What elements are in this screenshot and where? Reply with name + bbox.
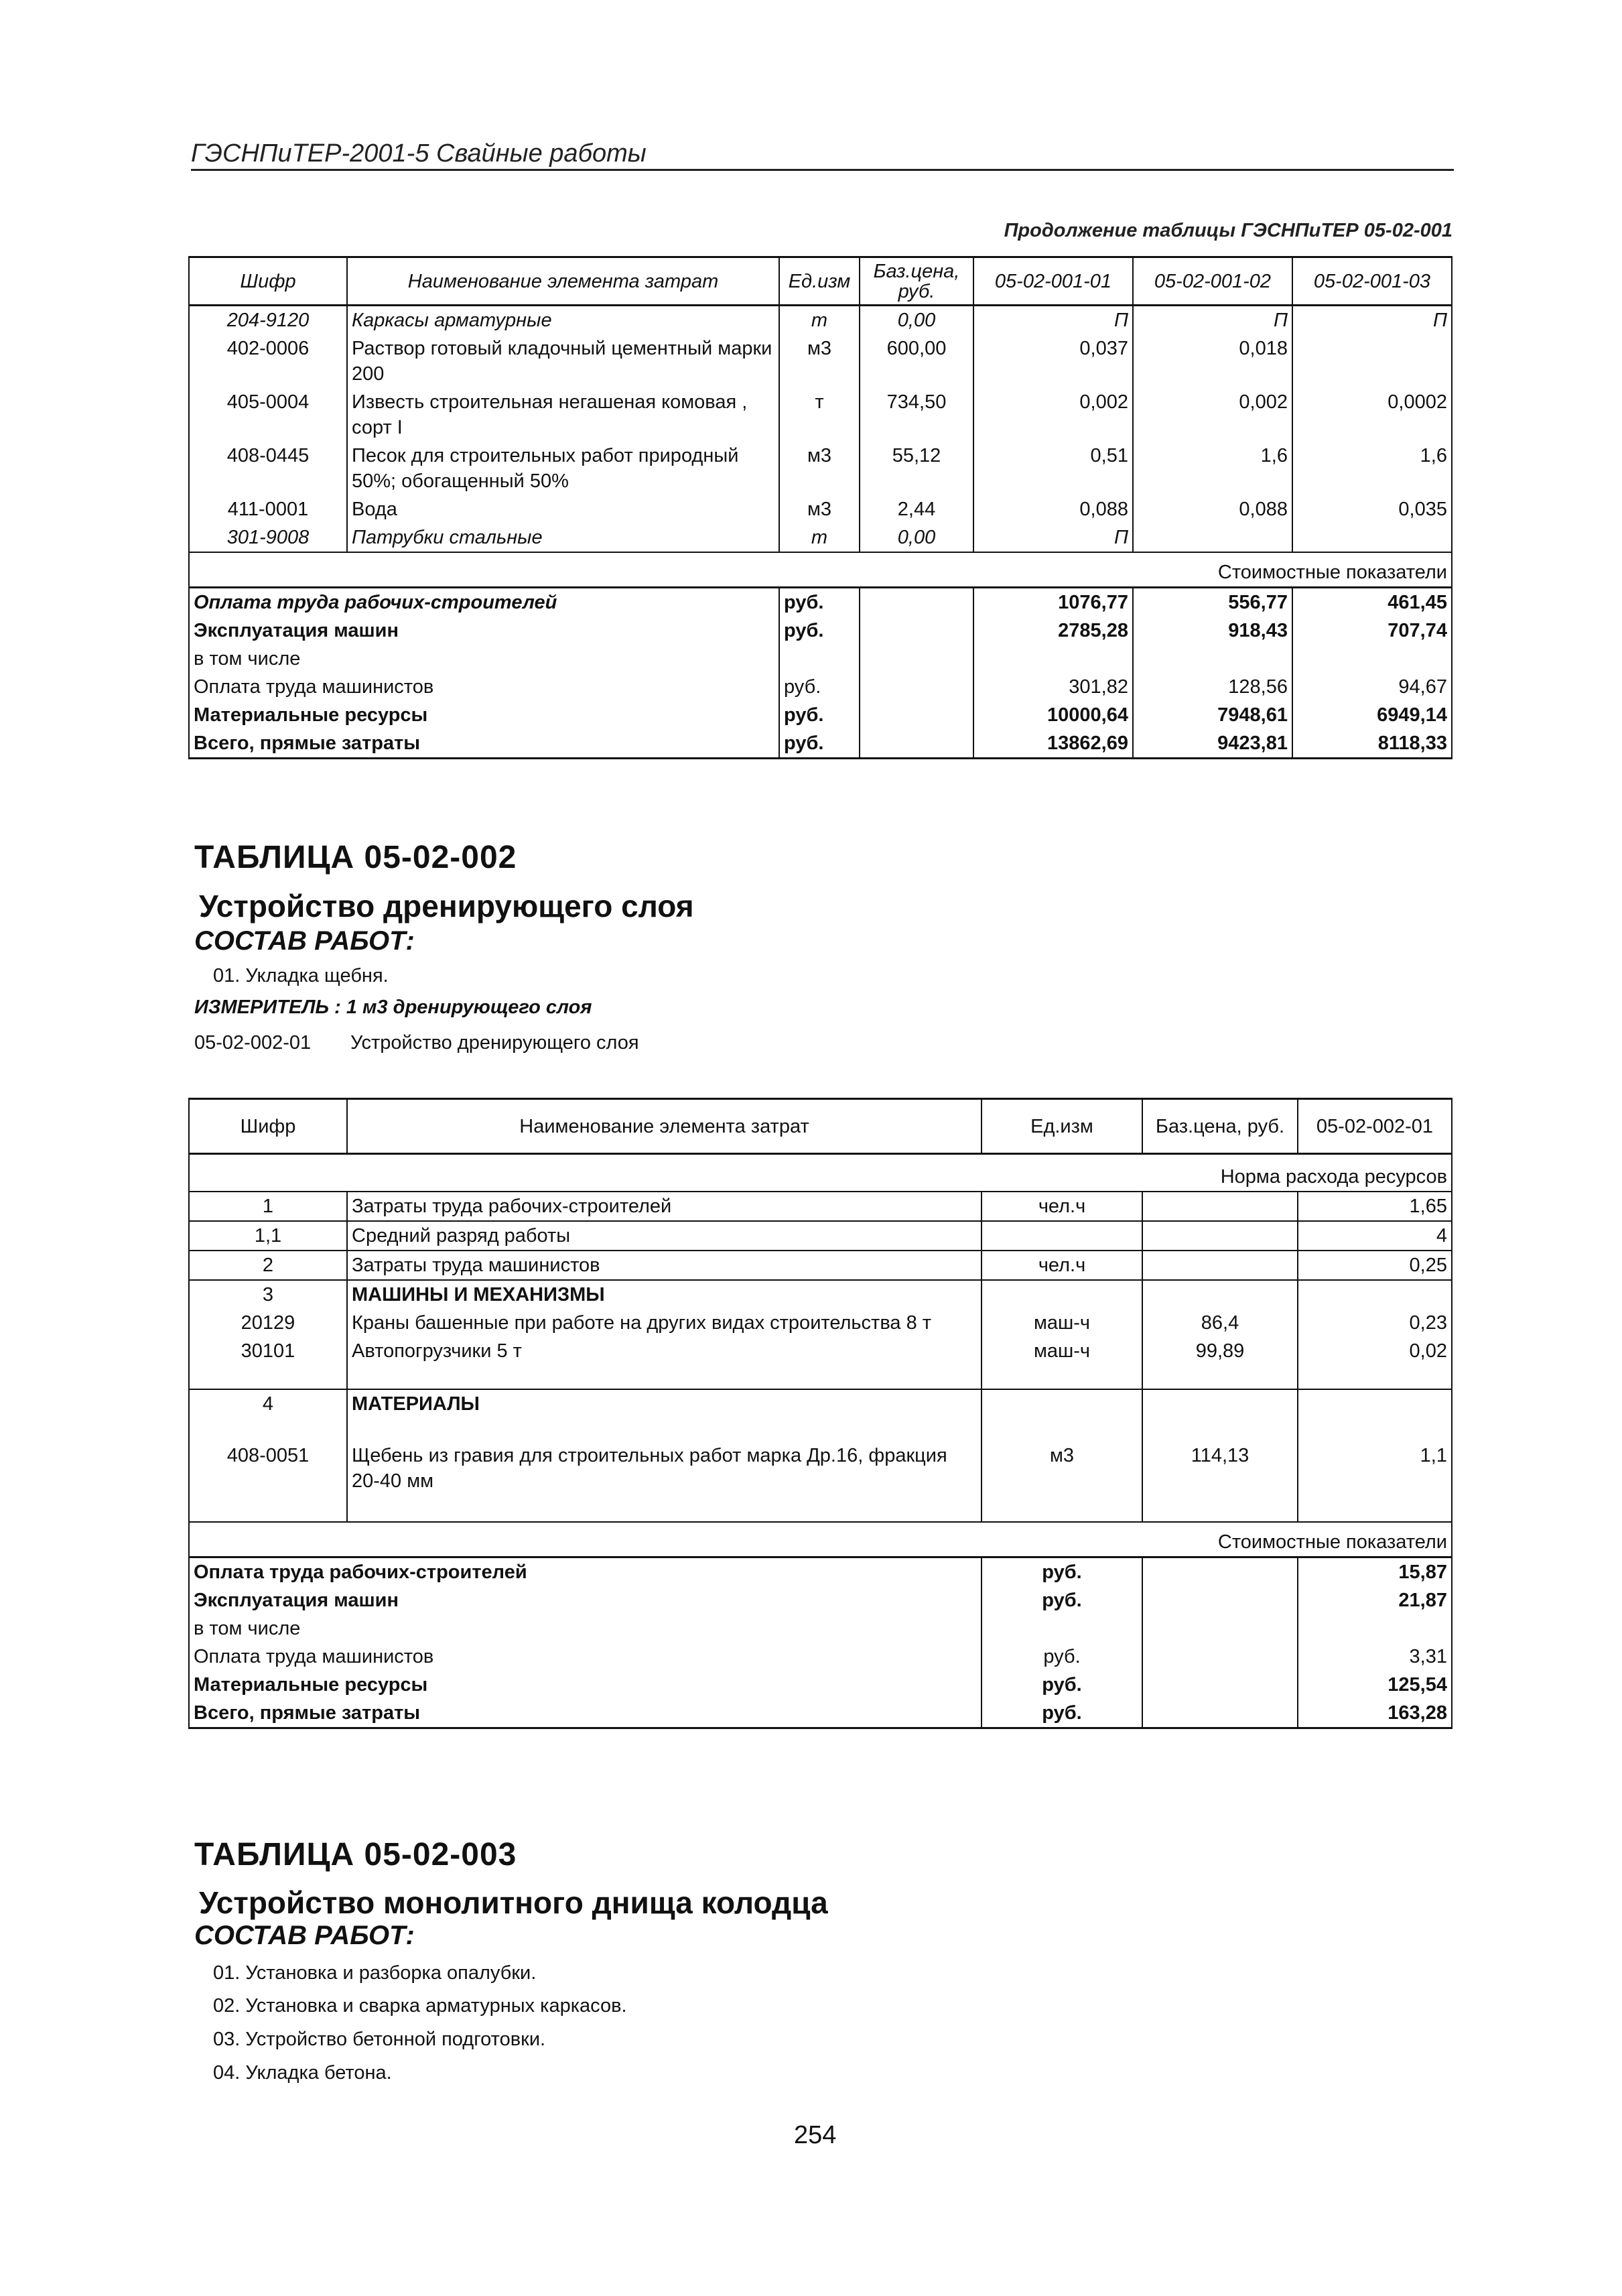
row-v1: 0,088 [973, 495, 1133, 523]
row-price: 114,13 [1142, 1442, 1298, 1522]
row-v2: 1,6 [1133, 442, 1292, 495]
table3-heading: ТАБЛИЦА 05-02-003 [194, 1837, 517, 1872]
row-code: 402-0006 [189, 334, 347, 388]
row-value: 0,25 [1298, 1251, 1452, 1280]
cost-name: Эксплуатация машин [189, 617, 779, 645]
table1-col-name: Наименование элемента затрат [347, 257, 779, 306]
row-v2 [1133, 523, 1292, 552]
cost-row [189, 673, 1452, 701]
cost-v2: 9423,81 [1133, 729, 1292, 759]
row-name: Затраты труда рабочих-строителей [347, 1192, 982, 1221]
table2-subtitle: Устройство дренирующего слоя [199, 889, 694, 923]
table1-col-price: Баз.цена, руб. [860, 257, 973, 306]
cost-name: Оплата труда рабочих-строителей [189, 1557, 982, 1587]
row-unit: т [779, 388, 860, 442]
cost-row [189, 645, 1452, 673]
row-v2: 0,018 [1133, 334, 1292, 388]
cost-name: Оплата труда машинистов [189, 673, 779, 701]
row-v3 [1292, 334, 1452, 388]
table1 [188, 256, 1452, 759]
row-v1: 0,51 [973, 442, 1133, 495]
row-code: 408-0051 [189, 1442, 347, 1522]
table-row [189, 523, 1452, 552]
cost-price [1142, 1614, 1298, 1643]
table2-code-line-code: 05-02-002-01 [194, 1032, 312, 1054]
section-label: Стоимостные показатели [189, 552, 1452, 588]
cost-name: Материальные ресурсы [189, 701, 779, 729]
work-item: 01. Укладка щебня. [213, 965, 389, 986]
cost-v1: 2785,28 [973, 617, 1133, 645]
table-row [189, 1221, 1452, 1251]
header-rule [191, 169, 1454, 171]
cost-price [1142, 1586, 1298, 1614]
row-unit: м3 [779, 495, 860, 523]
work-item: 03. Устройство бетонной подготовки. [213, 2029, 546, 2050]
cost-price [1142, 1557, 1298, 1587]
table2-code-line-name: Устройство дренирующего слоя [350, 1032, 639, 1054]
table-row [189, 1251, 1452, 1280]
cost-row [189, 1557, 1452, 1587]
table-row [189, 1389, 1452, 1442]
cost-unit [779, 645, 860, 673]
row-price [1142, 1192, 1298, 1221]
cost-price [860, 673, 973, 701]
page-number: 254 [794, 2121, 837, 2149]
row-unit: маш-ч [982, 1309, 1142, 1337]
cost-row [189, 1614, 1452, 1643]
table2-sostav: СОСТАВ РАБОТ: [194, 926, 415, 956]
cost-price [1142, 1643, 1298, 1671]
cost-v2: 7948,61 [1133, 701, 1292, 729]
cost-v3: 461,45 [1292, 588, 1452, 617]
row-value: 0,02 [1298, 1337, 1452, 1389]
cost-row [189, 588, 1452, 617]
cost-unit: руб. [982, 1671, 1142, 1699]
row-code: 3 [189, 1280, 347, 1309]
row-value: 1,65 [1298, 1192, 1452, 1221]
cost-unit: руб. [982, 1586, 1142, 1614]
row-code: 4 [189, 1389, 347, 1442]
row-name: Вода [347, 495, 779, 523]
table2-measurer: ИЗМЕРИТЕЛЬ : 1 м3 дренирующего слоя [194, 997, 592, 1018]
cost-v2: 128,56 [1133, 673, 1292, 701]
table2-header-row [189, 1099, 1452, 1154]
row-value: 4 [1298, 1221, 1452, 1251]
table-row [189, 306, 1452, 335]
cost-unit: руб. [982, 1557, 1142, 1587]
table1-header-row [189, 257, 1452, 306]
table2-col-price: Баз.цена, руб. [1142, 1099, 1298, 1154]
norm-label: Норма расхода ресурсов [189, 1154, 1452, 1192]
row-name: Каркасы арматурные [347, 306, 779, 335]
cost-name: Оплата труда рабочих-строителей [189, 588, 779, 617]
row-code: 1,1 [189, 1221, 347, 1251]
cost-name: в том числе [189, 1614, 982, 1643]
row-price: 0,00 [860, 306, 973, 335]
cost-v3: 6949,14 [1292, 701, 1452, 729]
row-unit: м3 [779, 334, 860, 388]
row-code: 204-9120 [189, 306, 347, 335]
row-price: 600,00 [860, 334, 973, 388]
cost-row [189, 701, 1452, 729]
cost-v3 [1292, 645, 1452, 673]
cost-name: Всего, прямые затраты [189, 1699, 982, 1728]
row-code: 411-0001 [189, 495, 347, 523]
cost-value [1298, 1614, 1452, 1643]
section-label-row [189, 552, 1452, 588]
cost-unit [982, 1614, 1142, 1643]
table2 [188, 1098, 1452, 1729]
table3-subtitle: Устройство монолитного днища колодца [199, 1885, 828, 1920]
row-unit: маш-ч [982, 1337, 1142, 1389]
section-label: Стоимостные показатели [189, 1522, 1452, 1557]
cost-row [189, 617, 1452, 645]
row-unit [982, 1221, 1142, 1251]
row-code: 408-0445 [189, 442, 347, 495]
row-v1: П [973, 523, 1133, 552]
row-code: 1 [189, 1192, 347, 1221]
table1-col-code: Шифр [189, 257, 347, 306]
row-code: 405-0004 [189, 388, 347, 442]
row-price: 86,4 [1142, 1309, 1298, 1337]
cost-value: 125,54 [1298, 1671, 1452, 1699]
table-row [189, 442, 1452, 495]
work-item: 04. Укладка бетона. [213, 2062, 392, 2084]
cost-name: Оплата труда машинистов [189, 1643, 982, 1671]
row-unit [982, 1389, 1142, 1442]
cost-unit: руб. [779, 673, 860, 701]
row-v2: П [1133, 306, 1292, 335]
table2-col-value: 05-02-002-01 [1298, 1099, 1452, 1154]
table-row [189, 388, 1452, 442]
row-name: МАШИНЫ И МЕХАНИЗМЫ [347, 1280, 982, 1309]
cost-row [189, 1586, 1452, 1614]
table1-col-v3: 05-02-001-03 [1292, 257, 1452, 306]
row-unit: чел.ч [982, 1251, 1142, 1280]
cost-price [860, 729, 973, 759]
row-value: 0,23 [1298, 1309, 1452, 1337]
row-price: 0,00 [860, 523, 973, 552]
row-v3 [1292, 523, 1452, 552]
row-unit: т [779, 523, 860, 552]
table2-col-name: Наименование элемента затрат [347, 1099, 982, 1154]
row-price: 2,44 [860, 495, 973, 523]
cost-price [1142, 1671, 1298, 1699]
cost-v2 [1133, 645, 1292, 673]
cost-price [860, 701, 973, 729]
cost-v1: 1076,77 [973, 588, 1133, 617]
cost-price [860, 617, 973, 645]
row-name: Известь строительная негашеная комовая , сорт I [347, 388, 779, 442]
cost-name: Всего, прямые затраты [189, 729, 779, 759]
cost-row [189, 1671, 1452, 1699]
row-v3: 1,6 [1292, 442, 1452, 495]
row-name: Песок для строительных работ природный 50%; обогащенный 50% [347, 442, 779, 495]
table-row [189, 1442, 1452, 1522]
cost-v1 [973, 645, 1133, 673]
work-item: 02. Установка и сварка арматурных каркасов. [213, 1995, 627, 2017]
row-name: Автопогрузчики 5 т [347, 1337, 982, 1389]
table1-caption: Продолжение таблицы ГЭСНПиТЕР 05-02-001 [1004, 220, 1452, 241]
table-row [189, 334, 1452, 388]
row-unit [982, 1280, 1142, 1309]
row-name: Раствор готовый кладочный цементный марки 200 [347, 334, 779, 388]
row-unit: м3 [982, 1442, 1142, 1522]
table1-col-v1: 05-02-001-01 [973, 257, 1133, 306]
cost-unit: руб. [779, 729, 860, 759]
cost-value: 15,87 [1298, 1557, 1452, 1587]
cost-row [189, 1643, 1452, 1671]
row-code: 30101 [189, 1337, 347, 1389]
row-name: Патрубки стальные [347, 523, 779, 552]
table-row [189, 1337, 1452, 1389]
running-header: ГЭСНПиТЕР-2001-5 Свайные работы [191, 139, 647, 168]
cost-v3: 94,67 [1292, 673, 1452, 701]
section-label-row [189, 1522, 1452, 1557]
row-unit: чел.ч [982, 1192, 1142, 1221]
cost-v3: 707,74 [1292, 617, 1452, 645]
cost-name: Эксплуатация машин [189, 1586, 982, 1614]
cost-unit: руб. [779, 588, 860, 617]
row-name: Затраты труда машинистов [347, 1251, 982, 1280]
cost-v2: 556,77 [1133, 588, 1292, 617]
row-value [1298, 1280, 1452, 1309]
row-unit: м3 [779, 442, 860, 495]
row-price [1142, 1221, 1298, 1251]
row-price [1142, 1251, 1298, 1280]
table2-heading: ТАБЛИЦА 05-02-002 [194, 840, 517, 875]
work-item: 01. Установка и разборка опалубки. [213, 1962, 537, 1984]
row-code: 2 [189, 1251, 347, 1280]
row-price [1142, 1389, 1298, 1442]
row-name: Средний разряд работы [347, 1221, 982, 1251]
row-v1: 0,002 [973, 388, 1133, 442]
row-unit: т [779, 306, 860, 335]
row-price: 734,50 [860, 388, 973, 442]
row-v2: 0,002 [1133, 388, 1292, 442]
row-name: Краны башенные при работе на других видах строительства 8 т [347, 1309, 982, 1337]
row-v3: 0,035 [1292, 495, 1452, 523]
cost-row [189, 1699, 1452, 1728]
row-name: МАТЕРИАЛЫ [347, 1389, 982, 1442]
cost-value: 163,28 [1298, 1699, 1452, 1728]
cost-unit: руб. [982, 1643, 1142, 1671]
cost-name: в том числе [189, 645, 779, 673]
row-v3: П [1292, 306, 1452, 335]
table-row [189, 1192, 1452, 1221]
row-value: 1,1 [1298, 1442, 1452, 1522]
cost-price [860, 588, 973, 617]
cost-price [860, 645, 973, 673]
cost-unit: руб. [982, 1699, 1142, 1728]
row-name: Щебень из гравия для строительных работ марка Др.16, фракция 20-40 мм [347, 1442, 982, 1522]
cost-v3: 8118,33 [1292, 729, 1452, 759]
row-price [1142, 1280, 1298, 1309]
row-code: 301-9008 [189, 523, 347, 552]
row-code: 20129 [189, 1309, 347, 1337]
cost-v2: 918,43 [1133, 617, 1292, 645]
cost-unit: руб. [779, 617, 860, 645]
table-row [189, 1309, 1452, 1337]
table1-col-v2: 05-02-001-02 [1133, 257, 1292, 306]
table3-sostav: СОСТАВ РАБОТ: [194, 1921, 415, 1950]
cost-name: Материальные ресурсы [189, 1671, 982, 1699]
norm-label-row [189, 1154, 1452, 1192]
table-row [189, 1280, 1452, 1309]
row-price: 99,89 [1142, 1337, 1298, 1389]
cost-v1: 13862,69 [973, 729, 1133, 759]
row-v1: 0,037 [973, 334, 1133, 388]
cost-price [1142, 1699, 1298, 1728]
cost-v1: 301,82 [973, 673, 1133, 701]
row-v1: П [973, 306, 1133, 335]
cost-v1: 10000,64 [973, 701, 1133, 729]
cost-unit: руб. [779, 701, 860, 729]
cost-value: 3,31 [1298, 1643, 1452, 1671]
table2-col-unit: Ед.изм [982, 1099, 1142, 1154]
table2-col-code: Шифр [189, 1099, 347, 1154]
cost-row [189, 729, 1452, 759]
row-price: 55,12 [860, 442, 973, 495]
cost-value: 21,87 [1298, 1586, 1452, 1614]
row-v3: 0,0002 [1292, 388, 1452, 442]
row-value [1298, 1389, 1452, 1442]
row-v2: 0,088 [1133, 495, 1292, 523]
table1-col-unit: Ед.изм [779, 257, 860, 306]
table-row [189, 495, 1452, 523]
